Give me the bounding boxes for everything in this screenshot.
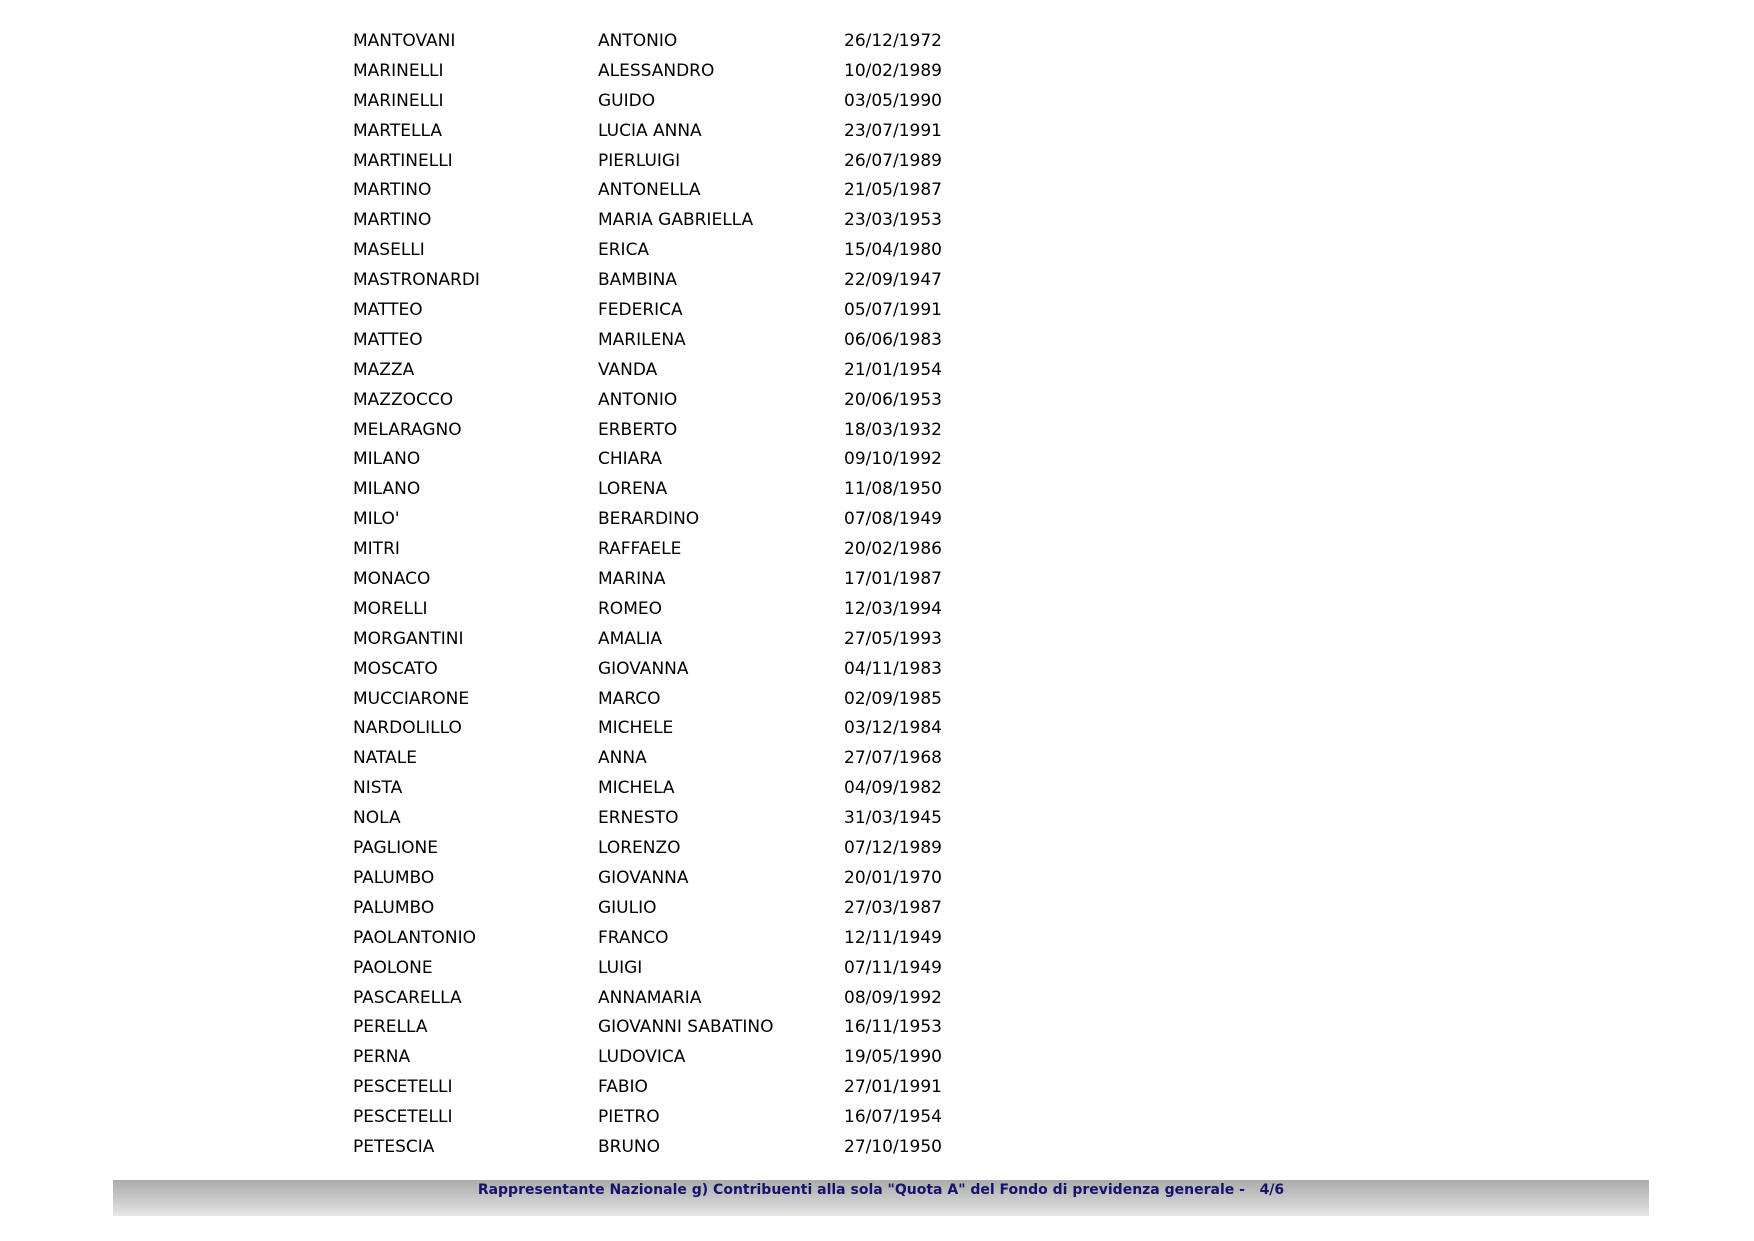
- list-item: [0, 534, 1754, 564]
- surname-cell: MORELLI: [353, 598, 428, 619]
- first-name-cell: MARIA GABRIELLA: [598, 210, 754, 231]
- surname-cell: MASTRONARDI: [353, 270, 480, 291]
- first-name-cell: BAMBINA: [598, 270, 677, 291]
- list-item: [0, 355, 1754, 385]
- surname-cell: PERNA: [353, 1047, 411, 1068]
- surname-cell: PAOLONE: [353, 957, 433, 978]
- birth-date-cell: 19/05/1990: [844, 1047, 942, 1068]
- first-name-cell: CHIARA: [598, 449, 663, 470]
- birth-date-cell: 20/02/1986: [844, 539, 942, 560]
- first-name-cell: LUCIA ANNA: [598, 120, 702, 141]
- birth-date-cell: 05/07/1991: [844, 300, 942, 321]
- surname-cell: MANTOVANI: [353, 31, 456, 51]
- first-name-cell: GIOVANNI SABATINO: [598, 1017, 774, 1038]
- surname-cell: PAOLANTONIO: [353, 927, 476, 948]
- list-item: [0, 863, 1754, 893]
- birth-date-cell: 16/07/1954: [844, 1107, 942, 1128]
- birth-date-cell: 23/07/1991: [844, 120, 942, 141]
- surname-cell: MARINELLI: [353, 60, 444, 81]
- birth-date-cell: 16/11/1953: [844, 1017, 942, 1038]
- list-item: [0, 86, 1754, 116]
- birth-date-cell: 21/05/1987: [844, 180, 942, 201]
- surname-cell: PASCARELLA: [353, 987, 462, 1008]
- birth-date-cell: 03/12/1984: [844, 718, 942, 739]
- birth-date-cell: 04/09/1982: [844, 778, 942, 799]
- list-item: [0, 953, 1754, 983]
- surname-cell: MAZZOCCO: [353, 389, 454, 410]
- surname-cell: MONACO: [353, 569, 431, 590]
- list-item: [0, 56, 1754, 86]
- list-item: [0, 235, 1754, 265]
- first-name-cell: GIOVANNA: [598, 867, 689, 888]
- contributor-list: [0, 26, 1754, 1162]
- birth-date-cell: 08/09/1992: [844, 987, 942, 1008]
- list-item: [0, 1012, 1754, 1042]
- birth-date-cell: 12/11/1949: [844, 927, 942, 948]
- surname-cell: MILO': [353, 509, 400, 530]
- surname-cell: MAZZA: [353, 359, 415, 380]
- first-name-cell: FRANCO: [598, 927, 669, 948]
- birth-date-cell: 20/01/1970: [844, 867, 942, 888]
- surname-cell: MARTELLA: [353, 120, 442, 141]
- first-name-cell: MICHELE: [598, 718, 674, 739]
- first-name-cell: MICHELA: [598, 778, 675, 799]
- footer-text: Rappresentante Nazionale g) Contribuenti alla sola "Quota A" del Fondo di previdenza generale - 4/6: [477, 1182, 1285, 1198]
- birth-date-cell: 12/03/1994: [844, 598, 942, 619]
- surname-cell: PESCETELLI: [353, 1077, 453, 1098]
- surname-cell: MOSCATO: [353, 658, 438, 679]
- list-item: [0, 923, 1754, 953]
- birth-date-cell: 27/03/1987: [844, 897, 942, 918]
- birth-date-cell: 02/09/1985: [844, 688, 942, 709]
- page-footer: [113, 1180, 1649, 1216]
- surname-cell: MELARAGNO: [353, 419, 462, 440]
- list-item: [0, 743, 1754, 773]
- list-item: [0, 415, 1754, 445]
- surname-cell: MASELLI: [353, 240, 425, 261]
- first-name-cell: FEDERICA: [598, 300, 683, 321]
- first-name-cell: GIOVANNA: [598, 658, 689, 679]
- first-name-cell: ROMEO: [598, 598, 662, 619]
- list-item: [0, 803, 1754, 833]
- surname-cell: PETESCIA: [353, 1136, 435, 1157]
- surname-cell: PERELLA: [353, 1017, 428, 1038]
- list-item: [0, 1102, 1754, 1132]
- birth-date-cell: 22/09/1947: [844, 270, 942, 291]
- first-name-cell: PIETRO: [598, 1107, 660, 1128]
- first-name-cell: ALESSANDRO: [598, 60, 715, 81]
- birth-date-cell: 17/01/1987: [844, 569, 942, 590]
- first-name-cell: MARILENA: [598, 329, 686, 350]
- birth-date-cell: 11/08/1950: [844, 479, 942, 500]
- birth-date-cell: 18/03/1932: [844, 419, 942, 440]
- first-name-cell: LUIGI: [598, 957, 643, 978]
- birth-date-cell: 07/08/1949: [844, 509, 942, 530]
- first-name-cell: FABIO: [598, 1077, 648, 1098]
- surname-cell: NOLA: [353, 808, 401, 829]
- first-name-cell: ERICA: [598, 240, 650, 261]
- surname-cell: PAGLIONE: [353, 838, 438, 859]
- first-name-cell: GIULIO: [598, 897, 657, 918]
- list-item: [0, 116, 1754, 146]
- surname-cell: MARTINO: [353, 210, 432, 231]
- first-name-cell: PIERLUIGI: [598, 150, 681, 171]
- list-item: [0, 474, 1754, 504]
- first-name-cell: MARINA: [598, 569, 666, 590]
- first-name-cell: BRUNO: [598, 1136, 661, 1157]
- birth-date-cell: 27/01/1991: [844, 1077, 942, 1098]
- surname-cell: MILANO: [353, 449, 421, 470]
- first-name-cell: VANDA: [598, 359, 658, 380]
- first-name-cell: ANTONIO: [598, 389, 678, 410]
- surname-cell: NATALE: [353, 748, 417, 769]
- first-name-cell: MARCO: [598, 688, 661, 709]
- first-name-cell: ANNAMARIA: [598, 987, 702, 1008]
- birth-date-cell: 10/02/1989: [844, 60, 942, 81]
- surname-cell: NISTA: [353, 778, 403, 799]
- list-item: [0, 833, 1754, 863]
- surname-cell: MARTINO: [353, 180, 432, 201]
- birth-date-cell: 06/06/1983: [844, 329, 942, 350]
- birth-date-cell: 26/07/1989: [844, 150, 942, 171]
- list-item: [0, 26, 1754, 56]
- first-name-cell: ANTONIO: [598, 31, 678, 51]
- birth-date-cell: 03/05/1990: [844, 90, 942, 111]
- list-item: [0, 325, 1754, 355]
- birth-date-cell: 15/04/1980: [844, 240, 942, 261]
- first-name-cell: GUIDO: [598, 90, 656, 111]
- surname-cell: MORGANTINI: [353, 628, 464, 649]
- birth-date-cell: 27/07/1968: [844, 748, 942, 769]
- first-name-cell: ERBERTO: [598, 419, 678, 440]
- surname-cell: MARTINELLI: [353, 150, 453, 171]
- surname-cell: MATTEO: [353, 329, 423, 350]
- list-item: [0, 205, 1754, 235]
- list-item: [0, 654, 1754, 684]
- birth-date-cell: 26/12/1972: [844, 31, 942, 51]
- first-name-cell: ANNA: [598, 748, 647, 769]
- list-item: [0, 983, 1754, 1013]
- surname-cell: MITRI: [353, 539, 400, 560]
- first-name-cell: LORENZO: [598, 838, 681, 859]
- first-name-cell: BERARDINO: [598, 509, 700, 530]
- surname-cell: NARDOLILLO: [353, 718, 462, 739]
- first-name-cell: ANTONELLA: [598, 180, 701, 201]
- list-item: [0, 265, 1754, 295]
- birth-date-cell: 31/03/1945: [844, 808, 942, 829]
- surname-cell: MUCCIARONE: [353, 688, 470, 709]
- list-item: [0, 1072, 1754, 1102]
- first-name-cell: LORENA: [598, 479, 668, 500]
- surname-cell: MATTEO: [353, 300, 423, 321]
- birth-date-cell: 27/10/1950: [844, 1136, 942, 1157]
- birth-date-cell: 23/03/1953: [844, 210, 942, 231]
- list-item: [0, 146, 1754, 176]
- surname-cell: MARINELLI: [353, 90, 444, 111]
- birth-date-cell: 07/12/1989: [844, 838, 942, 859]
- first-name-cell: ERNESTO: [598, 808, 679, 829]
- list-item: [0, 444, 1754, 474]
- list-item: [0, 893, 1754, 923]
- birth-date-cell: 20/06/1953: [844, 389, 942, 410]
- list-item: [0, 624, 1754, 654]
- surname-cell: PALUMBO: [353, 897, 435, 918]
- list-item: [0, 773, 1754, 803]
- surname-cell: PALUMBO: [353, 867, 435, 888]
- list-item: [0, 594, 1754, 624]
- first-name-cell: LUDOVICA: [598, 1047, 686, 1068]
- first-name-cell: RAFFAELE: [598, 539, 682, 560]
- list-item: [0, 684, 1754, 714]
- list-item: [0, 1132, 1754, 1162]
- list-item: [0, 175, 1754, 205]
- surname-cell: PESCETELLI: [353, 1107, 453, 1128]
- birth-date-cell: 21/01/1954: [844, 359, 942, 380]
- birth-date-cell: 27/05/1993: [844, 628, 942, 649]
- list-item: [0, 504, 1754, 534]
- birth-date-cell: 04/11/1983: [844, 658, 942, 679]
- surname-cell: MILANO: [353, 479, 421, 500]
- birth-date-cell: 09/10/1992: [844, 449, 942, 470]
- birth-date-cell: 07/11/1949: [844, 957, 942, 978]
- first-name-cell: AMALIA: [598, 628, 663, 649]
- list-item: [0, 1042, 1754, 1072]
- list-item: [0, 295, 1754, 325]
- list-item: [0, 385, 1754, 415]
- list-item: [0, 564, 1754, 594]
- list-item: [0, 713, 1754, 743]
